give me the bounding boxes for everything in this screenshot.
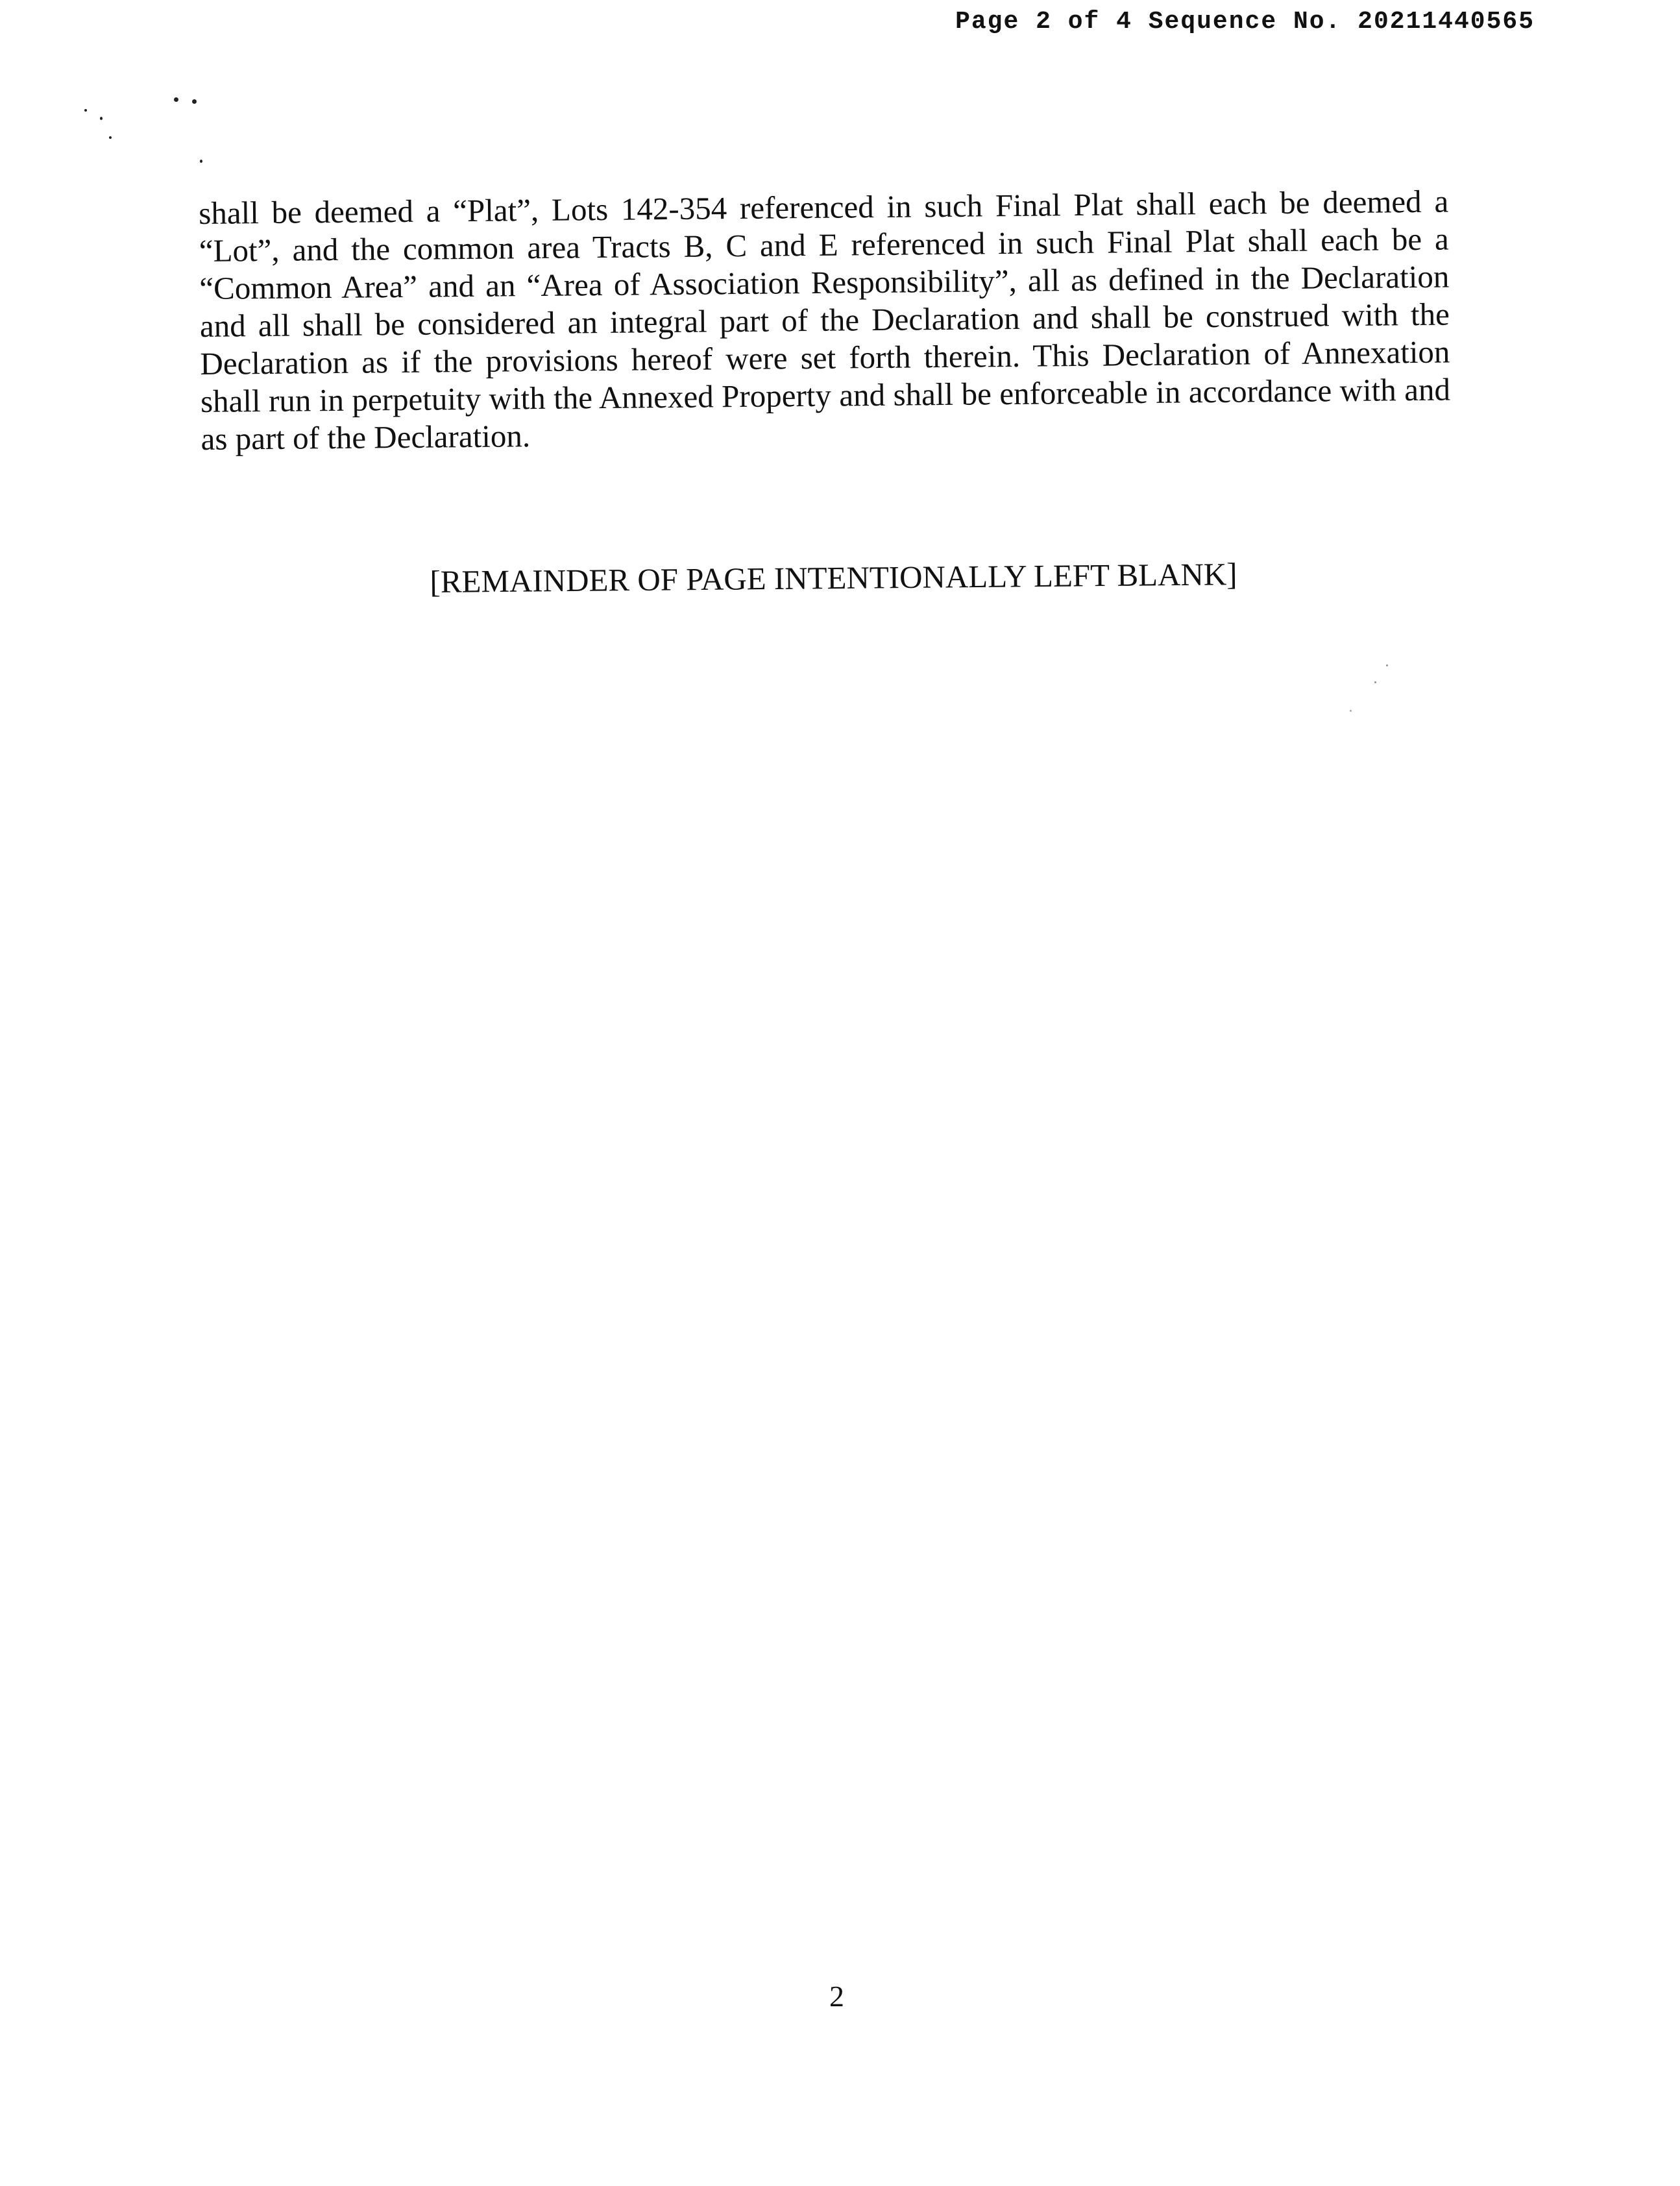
scan-speck	[84, 109, 87, 112]
notice-text: [REMAINDER OF PAGE INTENTIONALLY LEFT BLANK]	[430, 556, 1237, 600]
page-number	[0, 1979, 1680, 2013]
scan-speck	[1374, 681, 1376, 683]
scan-speck	[200, 160, 202, 163]
scan-speck	[1386, 664, 1388, 666]
scan-speck	[1350, 710, 1352, 712]
scan-speck	[100, 117, 103, 120]
scan-speck	[109, 136, 112, 139]
scan-speck	[192, 99, 197, 104]
page-sequence-header: Page 2 of 4 Sequence No. 20211440565	[955, 8, 1535, 36]
remainder-blank-notice	[0, 552, 1680, 605]
body-paragraph: shall be deemed a “Plat”, Lots 142-354 referenced in such Final Plat shall each be deemed a “Lot”, and the common area Tracts B, C and E referenced in such Final Plat shall each be a “Common Area” and an “Area of Association Responsibility”, all as defined in the Declaration and all shall be considered an integral part of the Declaration and shall be construed with the Declaration as if the provisions hereof were set forth therein. This Declaration of Annexation shall run in perpetuity with the Annexed Property and shall be enforceable in accordance with and as part of the Declaration.	[199, 183, 1451, 457]
scan-speck	[174, 97, 178, 102]
page-number-text: 2	[829, 1980, 844, 2013]
